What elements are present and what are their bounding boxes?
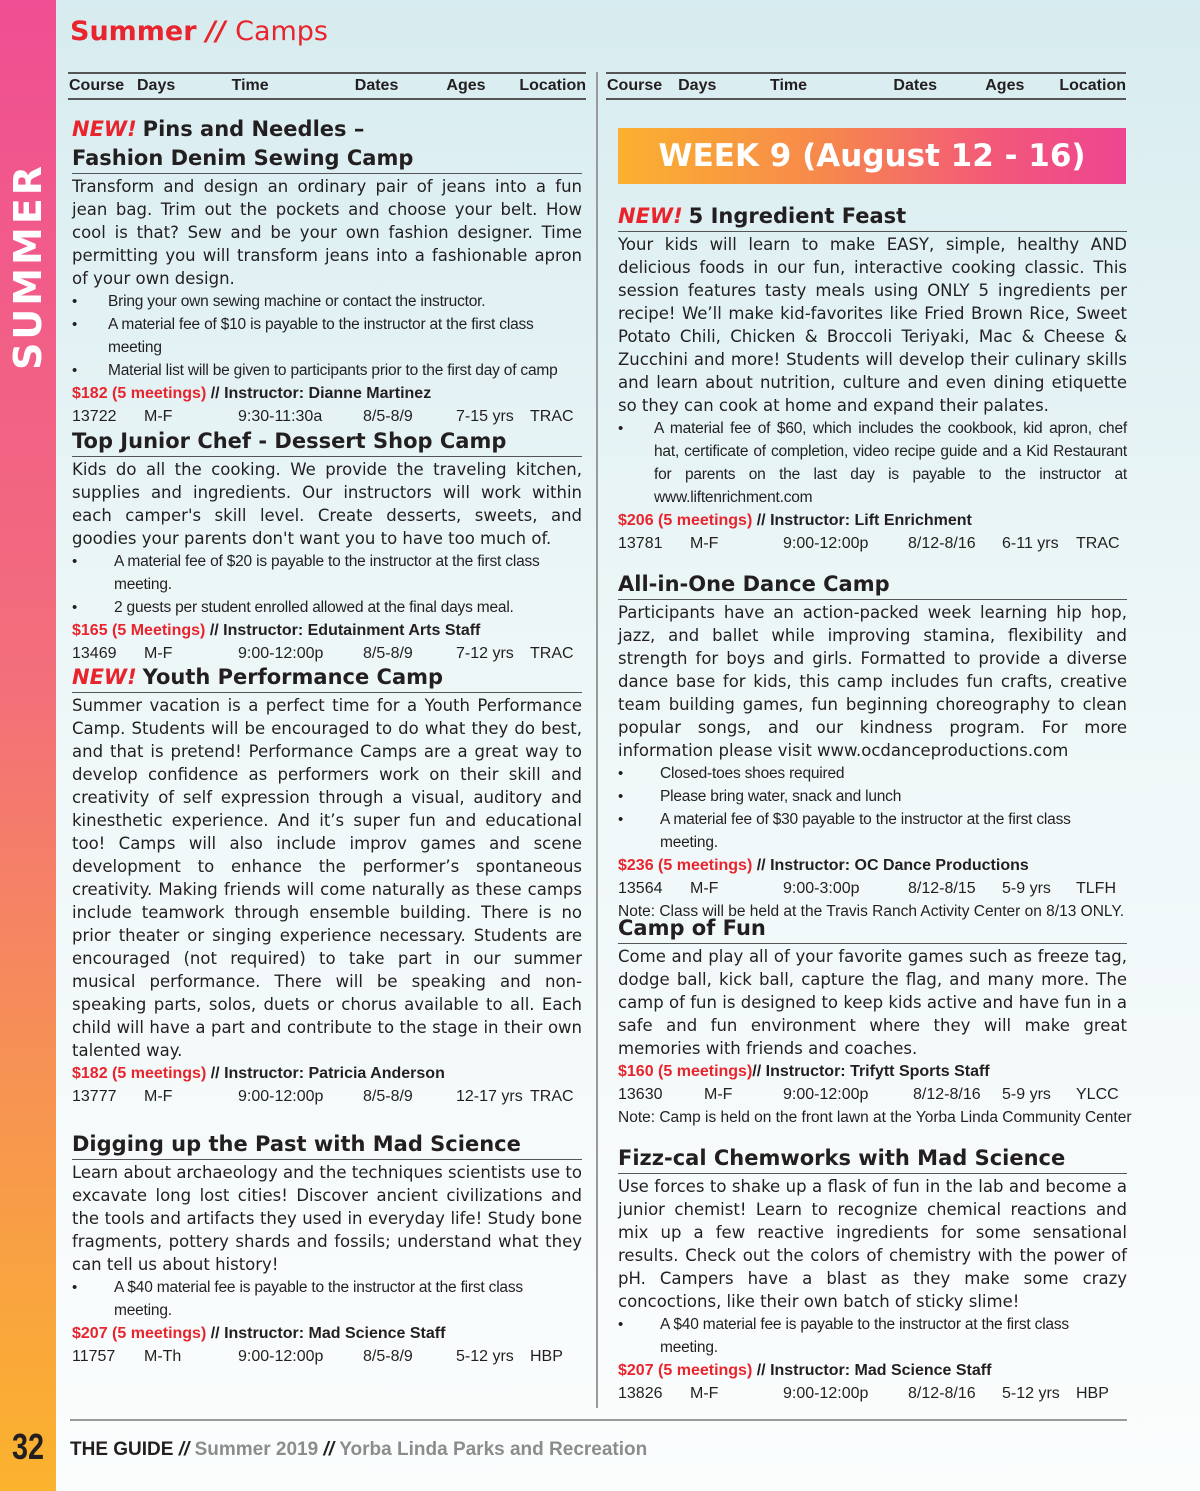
page-number: 32 bbox=[11, 1426, 45, 1467]
course-schedule-row bbox=[72, 1085, 582, 1108]
course-description: Participants have an action-packed week learning hip hop, jazz, and ballet while improving stamina, flexibility and strength for boys and girls. Formatted to provide a diverse dance base for kids, this camp includes fun crafts, creative team building games, fun beginning choreography to clean popular songs, and our kindness program. For more information please visit www.ocdanceproductions.com bbox=[618, 603, 1127, 760]
course-pricing bbox=[72, 619, 582, 642]
course-fizz-cal-chemworks bbox=[618, 1144, 1127, 1405]
bullet-item: • Closed-toes shoes required bbox=[618, 762, 1127, 785]
course-5-ingredient-feast bbox=[618, 202, 1127, 555]
course-description: Use forces to shake up a flask of fun in the lab and become a junior chemist! Learn to recognize chemical reactions and mix up a few reactive ingredients for some sensational results. Check out the colors of chemistry with the power of pH. Campers have a blast as they make some crazy concoctions, like their own batch of sticky slime! bbox=[618, 1177, 1127, 1311]
course-pricing bbox=[72, 1322, 582, 1345]
row-days: M-F bbox=[144, 408, 173, 425]
row-days: M-Th bbox=[144, 1348, 182, 1365]
row-days: M-F bbox=[704, 1086, 733, 1103]
row-course: 11757 bbox=[72, 1348, 116, 1365]
course-instructor: // Instructor: Dianne Martinez bbox=[206, 385, 432, 402]
row-time: 9:00-12:00p bbox=[783, 1385, 869, 1402]
course-pricing bbox=[618, 854, 1127, 877]
new-badge: NEW! bbox=[618, 204, 683, 228]
course-schedule-row bbox=[618, 877, 1127, 900]
footer-guide: THE GUIDE bbox=[70, 1439, 174, 1460]
title-separator: // bbox=[196, 16, 236, 47]
row-days: M-F bbox=[144, 645, 173, 662]
course-schedule-row bbox=[618, 1382, 1127, 1405]
footer-season: Summer 2019 bbox=[194, 1439, 319, 1460]
footer-department: Yorba Linda Parks and Recreation bbox=[339, 1439, 648, 1460]
row-location: TRAC bbox=[1076, 535, 1120, 552]
row-time: 9:00-12:00p bbox=[783, 1086, 869, 1103]
course-title bbox=[72, 115, 582, 174]
row-ages: 5-12 yrs bbox=[456, 1348, 514, 1365]
col-days: Days bbox=[678, 77, 717, 94]
bullet-item: • A $40 material fee is payable to the instructor at the first class meeting. bbox=[72, 1276, 582, 1322]
course-description: Kids do all the cooking. We provide the traveling kitchen, supplies and ingredients. Our instructors will work within each camper's skill level. Create desserts, sweets, and goodies your parents don't want you to have too much of. bbox=[72, 460, 582, 548]
course-price: $236 (5 meetings) bbox=[618, 857, 753, 874]
course-price: $207 (5 meetings) bbox=[72, 1325, 207, 1342]
bullet-item: • A $40 material fee is payable to the instructor at the first class meeting. bbox=[618, 1313, 1127, 1359]
col-days: Days bbox=[137, 77, 176, 94]
row-dates: 8/12-8/15 bbox=[908, 880, 976, 897]
row-location: TLFH bbox=[1076, 880, 1116, 897]
row-days: M-F bbox=[690, 535, 719, 552]
column-header-right bbox=[606, 72, 1126, 100]
course-title bbox=[618, 202, 1127, 232]
course-price: $182 (5 meetings) bbox=[72, 385, 207, 402]
course-camp-of-fun bbox=[618, 914, 1132, 1129]
row-ages: 6-11 yrs bbox=[1002, 535, 1059, 552]
side-section-label bbox=[2, 318, 54, 370]
footer bbox=[70, 1436, 647, 1464]
course-pricing bbox=[618, 1060, 1127, 1083]
course-schedule-row bbox=[618, 1083, 1127, 1106]
row-course: 13777 bbox=[72, 1088, 117, 1105]
col-time: Time bbox=[231, 77, 269, 94]
bullet-item: • Material list will be given to participants prior to the first day of camp bbox=[72, 359, 582, 382]
column-header-left bbox=[68, 72, 586, 100]
course-description: Summer vacation is a perfect time for a Youth Performance Camp. Students will be encouraged to do what they do best, and that is pretend! Performance Camps are a great way to develop confidence as performers work on their skill and creativity of self expression through a visual, auditory and kinesthetic experience. And it’s super fun and educational too! Camps will also include improv games and scene development to enhance the performer’s spontaneous creativity. Making friends will come naturally as these camps include teamwork through ensemble building. There is no prior theater or singing experience necessary. Students are encouraged (not required) to take part in our summer musical performance. There will be speaking and non-speaking parts, solos, duets or chorus available to all. Each child will have a part and contribute to the stage in their own talented way. bbox=[72, 696, 582, 1060]
course-title: Camp of Fun bbox=[618, 914, 1127, 944]
row-time: 9:00-3:00p bbox=[783, 880, 860, 897]
course-note: Note: Camp is held on the front lawn at the Yorba Linda Community Center bbox=[618, 1109, 1132, 1126]
row-days: M-F bbox=[690, 880, 719, 897]
title-subsection: Camps bbox=[235, 16, 328, 47]
course-bullets bbox=[618, 417, 1127, 509]
course-pricing bbox=[618, 509, 1127, 532]
right-column bbox=[606, 72, 1126, 100]
course-bullets bbox=[618, 1313, 1127, 1359]
course-bullets bbox=[72, 550, 582, 619]
row-dates: 8/12-8/16 bbox=[908, 535, 976, 552]
course-title: All-in-One Dance Camp bbox=[618, 570, 1127, 600]
row-ages: 7-15 yrs bbox=[456, 408, 514, 425]
row-location: TRAC bbox=[530, 645, 574, 662]
left-column bbox=[68, 72, 586, 100]
course-pricing bbox=[618, 1359, 1127, 1382]
course-instructor: // Instructor: OC Dance Productions bbox=[752, 857, 1029, 874]
course-instructor: // Instructor: Mad Science Staff bbox=[752, 1362, 992, 1379]
bullet-item: • A material fee of $30 payable to the instructor at the first class meeting. bbox=[618, 808, 1127, 854]
col-location: Location bbox=[519, 77, 586, 94]
col-course: Course bbox=[607, 77, 663, 94]
course-price: $206 (5 meetings) bbox=[618, 512, 753, 529]
new-badge: NEW! bbox=[72, 117, 137, 141]
row-time: 9:00-12:00p bbox=[238, 645, 324, 662]
course-price: $207 (5 meetings) bbox=[618, 1362, 753, 1379]
course-pricing bbox=[72, 382, 582, 405]
row-location: TRAC bbox=[530, 408, 574, 425]
row-days: M-F bbox=[690, 1385, 719, 1402]
course-pricing bbox=[72, 1062, 582, 1085]
course-top-junior-chef bbox=[72, 427, 582, 665]
footer-divider bbox=[70, 1419, 1127, 1421]
bullet-item: • A material fee of $60, which includes the cookbook, kid apron, chef hat, certificate of completion, video recipe guide and a Kid Restaurant for parents on the last day is payable to the instructor at www.liftenrichment.com bbox=[618, 417, 1127, 509]
course-title: Fizz-cal Chemworks with Mad Science bbox=[618, 1144, 1127, 1174]
row-ages: 5-12 yrs bbox=[1002, 1385, 1060, 1402]
course-price: $182 (5 meetings) bbox=[72, 1065, 207, 1082]
bullet-item: • A material fee of $20 is payable to the instructor at the first class meeting. bbox=[72, 550, 582, 596]
row-dates: 8/5-8/9 bbox=[363, 645, 413, 662]
course-price: $160 (5 meetings) bbox=[618, 1063, 753, 1080]
row-location: YLCC bbox=[1076, 1086, 1119, 1103]
row-time: 9:30-11:30a bbox=[238, 408, 323, 425]
course-title: Digging up the Past with Mad Science bbox=[72, 1130, 582, 1160]
course-title: Top Junior Chef - Dessert Shop Camp bbox=[72, 427, 582, 457]
course-description: Transform and design an ordinary pair of jeans into a fun jean bag. Trim out the pockets and choose your belt. How cool is that? Sew and be your own fashion designer. Time permitting you will transform jeans into a fashionable apron of your own design. bbox=[72, 177, 582, 288]
row-course: 13630 bbox=[618, 1086, 663, 1103]
week-banner: WEEK 9 (August 12 - 16) bbox=[618, 128, 1126, 184]
course-pins-and-needles bbox=[72, 115, 582, 428]
course-digging-up-the-past bbox=[72, 1130, 582, 1368]
row-location: HBP bbox=[530, 1348, 563, 1365]
row-dates: 8/5-8/9 bbox=[363, 408, 413, 425]
course-price: $165 (5 Meetings) bbox=[72, 622, 206, 639]
row-dates: 8/12-8/16 bbox=[913, 1086, 981, 1103]
course-instructor: // Instructor: Lift Enrichment bbox=[752, 512, 972, 529]
col-dates: Dates bbox=[354, 77, 399, 94]
course-instructor: // Instructor: Mad Science Staff bbox=[206, 1325, 446, 1342]
row-location: TRAC bbox=[530, 1088, 574, 1105]
row-days: M-F bbox=[144, 1088, 173, 1105]
course-schedule-row bbox=[72, 642, 582, 665]
row-course: 13781 bbox=[618, 535, 663, 552]
course-schedule-row bbox=[618, 532, 1127, 555]
course-description: Learn about archaeology and the techniques scientists use to excavate long lost cities! Discover ancient civilizations and the tools and artifacts they used in everyday life! Study bone fragments, pottery shards and fossils; understand what they can tell us about history! bbox=[72, 1163, 582, 1274]
row-ages: 7-12 yrs bbox=[456, 645, 514, 662]
course-youth-performance bbox=[72, 663, 582, 1108]
course-title-text: 5 Ingredient Feast bbox=[688, 204, 907, 228]
title-section: Summer bbox=[70, 16, 197, 47]
course-bullets bbox=[618, 762, 1127, 854]
col-ages: Ages bbox=[985, 77, 1025, 94]
column-divider bbox=[596, 72, 598, 1408]
course-all-in-one-dance bbox=[618, 570, 1127, 923]
course-instructor: // Instructor: Patricia Anderson bbox=[206, 1065, 445, 1082]
col-ages: Ages bbox=[446, 77, 486, 94]
row-dates: 8/12-8/16 bbox=[908, 1385, 976, 1402]
row-time: 9:00-12:00p bbox=[238, 1088, 324, 1105]
row-dates: 8/5-8/9 bbox=[363, 1088, 413, 1105]
bullet-item: • Please bring water, snack and lunch bbox=[618, 785, 1127, 808]
col-dates: Dates bbox=[893, 77, 937, 94]
bullet-item: • A material fee of $10 is payable to the instructor at the first class meeting bbox=[72, 313, 582, 359]
col-location: Location bbox=[1059, 77, 1126, 94]
course-title bbox=[72, 663, 582, 693]
new-badge: NEW! bbox=[72, 665, 137, 689]
course-note: Note: Class will be held at the Travis Ranch Activity Center on 8/13 ONLY. bbox=[618, 903, 1125, 920]
col-time: Time bbox=[769, 77, 808, 94]
course-schedule-row bbox=[72, 405, 582, 428]
row-course: 13826 bbox=[618, 1385, 663, 1402]
footer-separator: // bbox=[318, 1439, 340, 1460]
course-instructor: // Instructor: Edutainment Arts Staff bbox=[205, 622, 481, 639]
row-course: 13564 bbox=[618, 880, 663, 897]
row-course: 13469 bbox=[72, 645, 117, 662]
course-schedule-row bbox=[72, 1345, 582, 1368]
course-title-line1: Pins and Needles – bbox=[142, 117, 365, 141]
course-title-line2: Fashion Denim Sewing Camp bbox=[72, 146, 414, 170]
row-course: 13722 bbox=[72, 408, 117, 425]
footer-separator: // bbox=[173, 1439, 195, 1460]
col-course: Course bbox=[69, 77, 125, 94]
row-ages: 12-17 yrs bbox=[456, 1088, 523, 1105]
row-ages: 5-9 yrs bbox=[1002, 1086, 1051, 1103]
course-title-text: Youth Performance Camp bbox=[142, 665, 444, 689]
course-bullets bbox=[72, 1276, 582, 1322]
course-description: Come and play all of your favorite games such as freeze tag, dodge ball, kick ball, capture the flag, and many more. The camp of fun is designed to keep kids active and have fun in a safe and fun environment where they will make great memories with friends and coaches. bbox=[618, 947, 1127, 1058]
row-ages: 5-9 yrs bbox=[1002, 880, 1051, 897]
row-location: HBP bbox=[1076, 1385, 1109, 1402]
bullet-item: • Bring your own sewing machine or contact the instructor. bbox=[72, 290, 582, 313]
row-dates: 8/5-8/9 bbox=[363, 1348, 413, 1365]
page-title bbox=[70, 16, 328, 47]
bullet-item: • 2 guests per student enrolled allowed at the final days meal. bbox=[72, 596, 582, 619]
row-time: 9:00-12:00p bbox=[783, 535, 869, 552]
course-description: Your kids will learn to make EASY, simple, healthy AND delicious foods in our fun, interactive cooking classic. This session features tasty meals using ONLY 5 ingredients per recipe! We’ll make kid-favorites like Fried Brown Rice, Sweet Potato Chili, Chicken & Broccoli Teriyaki, Mac & Cheese & Zucchini and more! Students will develop their culinary skills and learn about nutrition, culture and even dining etiquette so they can cook at home and expand their palates. bbox=[618, 235, 1127, 415]
course-bullets bbox=[72, 290, 582, 382]
course-instructor: // Instructor: Trifytt Sports Staff bbox=[752, 1063, 990, 1080]
row-time: 9:00-12:00p bbox=[238, 1348, 324, 1365]
